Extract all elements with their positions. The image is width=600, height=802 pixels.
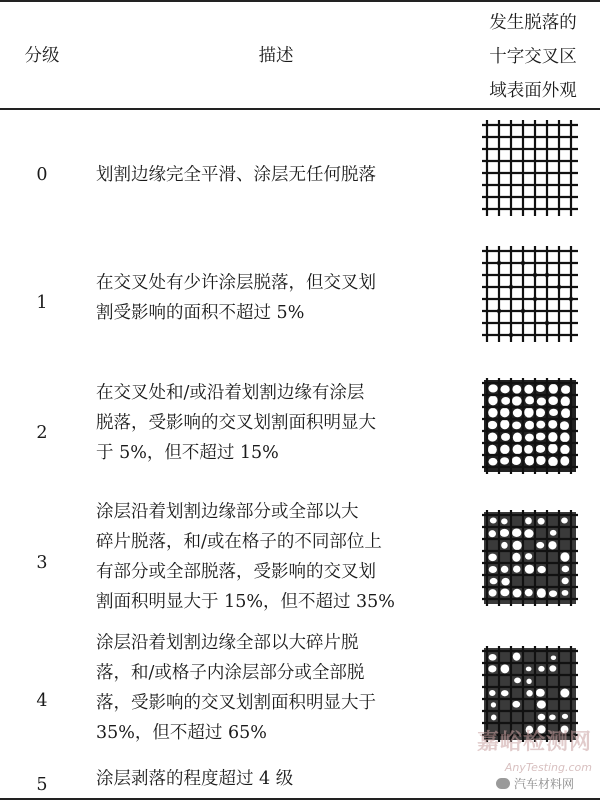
- table-top-rule: [0, 0, 600, 2]
- description-line: 于 5%，但不超过 15%: [96, 443, 279, 463]
- table-bottom-rule: [0, 798, 600, 800]
- description-cell: [96, 628, 456, 748]
- description-cell: [96, 378, 456, 468]
- crosshatch-grade-2-image: [482, 378, 582, 478]
- wechat-label: 汽车材料网: [513, 777, 574, 791]
- description-line: 割受影响的面积不超过 5%: [96, 303, 305, 323]
- header-description: 描述: [258, 46, 294, 66]
- grade-cell: 2: [36, 423, 48, 443]
- description-line: 在交叉处有少许涂层脱落，但交叉划: [96, 273, 376, 293]
- wechat-icon: [496, 778, 510, 789]
- description-line: 碎片脱落，和/或在格子的不同部位上: [96, 532, 382, 552]
- description-line: 涂层沿着划割边缘全部以大碎片脱: [96, 633, 359, 653]
- header-appearance-line: 域表面外观: [489, 81, 577, 101]
- description-cell: [96, 497, 456, 617]
- header-appearance-line: 发生脱落的: [489, 13, 577, 33]
- description-line: 落，和/或格子内涂层部分或全部脱: [96, 663, 365, 683]
- header-grade: 分级: [24, 46, 60, 66]
- description-line: 割面积明显大于 15%，但不超过 35%: [96, 592, 395, 612]
- grade-cell: 4: [36, 691, 48, 711]
- header-appearance-line: 十字交叉区: [489, 47, 577, 67]
- description-line: 35%，但不超过 65%: [96, 723, 267, 743]
- grade-cell: 5: [36, 775, 48, 795]
- description-line: 在交叉处和/或沿着划割边缘有涂层: [96, 383, 365, 403]
- description-line: 脱落，受影响的交叉划割面积明显大: [96, 413, 376, 433]
- header-bottom-rule: [0, 108, 600, 110]
- description-line: 落，受影响的交叉划割面积明显大于: [96, 693, 376, 713]
- grade-cell: 1: [36, 293, 48, 313]
- crosshatch-grade-0-image: [482, 120, 582, 220]
- description-line: 涂层沿着划割边缘部分或全部以大: [96, 502, 359, 522]
- description-cell: [96, 160, 456, 190]
- wechat-badge: [496, 775, 574, 792]
- description-line: 划割边缘完全平滑、涂层无任何脱落: [96, 165, 376, 185]
- crosshatch-grade-1-image: [482, 246, 582, 346]
- description-line: 涂层剥落的程度超过 4 级: [96, 769, 294, 789]
- description-cell: [96, 764, 456, 794]
- grade-cell: 0: [36, 165, 48, 185]
- watermark-logo: 嘉峪检测网: [476, 730, 592, 755]
- description-line: 有部分或全部脱落，受影响的交叉划: [96, 562, 376, 582]
- crosshatch-grade-3-image: [482, 510, 582, 610]
- header-appearance: [466, 6, 600, 108]
- description-cell: [96, 268, 456, 328]
- watermark-url: AnyTesting.com: [504, 761, 592, 774]
- grade-cell: 3: [36, 553, 48, 573]
